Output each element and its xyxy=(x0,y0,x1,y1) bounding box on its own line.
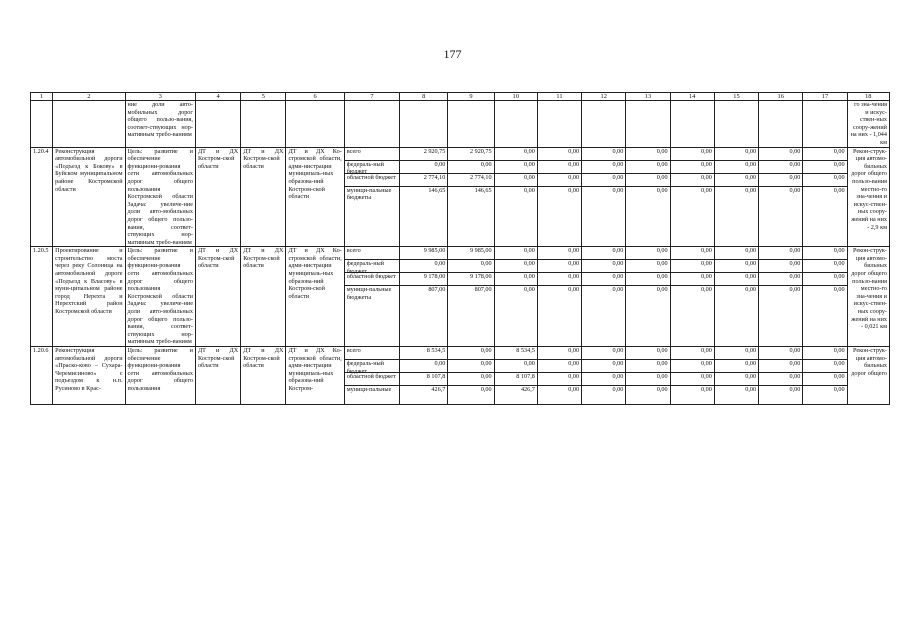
funding-values-col-10 xyxy=(494,347,537,405)
funding-value: 0,00 xyxy=(626,260,669,273)
funding-value: 0,00 xyxy=(671,347,714,360)
funding-values-col-16 xyxy=(759,347,803,405)
funding-sources xyxy=(344,247,399,347)
funding-value: 0,00 xyxy=(582,148,625,161)
funding-value: 0,00 xyxy=(789,186,801,194)
funding-values-col-12 xyxy=(582,247,626,347)
funding-value: 0,00 xyxy=(789,286,801,294)
funding-value: 0,00 xyxy=(671,260,714,273)
funding-value: 426,7 xyxy=(520,386,535,393)
column-number-18: 18 xyxy=(847,93,889,101)
funding-value: 0,00 xyxy=(715,360,758,373)
funding-sources xyxy=(344,147,399,247)
funding-value: 0,00 xyxy=(803,260,846,273)
funding-value: 0,00 xyxy=(538,260,581,273)
funding-values-col-14 xyxy=(670,247,714,347)
responsible-executor: ДТ и ДХ Костром-ской области xyxy=(195,247,240,347)
continuation-goal: ние доли авто-мобильных дорог общего пользо-вания, соответ-ствующих нор-мативным требо-ваниям xyxy=(125,101,195,148)
funding-value: 146,65 xyxy=(428,186,446,194)
event-name: Реконструкция автомобильной дороги «Подъезд к Бокову» в Буйском муниципальном районе Костромской области xyxy=(53,147,125,247)
funding-value: 0,00 xyxy=(538,247,581,260)
funding-value: 0,00 xyxy=(400,260,447,273)
funding-value: 0,00 xyxy=(495,148,537,161)
funding-value: 0,00 xyxy=(803,360,846,373)
funding-value: 0,00 xyxy=(400,360,447,373)
funding-value: 8 107,8 xyxy=(495,373,537,386)
funding-values-col-9 xyxy=(448,347,494,405)
funding-values-col-10 xyxy=(494,147,537,247)
funding-value: 0,00 xyxy=(495,174,537,187)
column-number-7: 7 xyxy=(344,93,399,101)
funding-source-label: всего xyxy=(345,347,399,360)
funding-value: 0,00 xyxy=(626,373,669,386)
column-number-16: 16 xyxy=(759,93,803,101)
funding-value: 0,00 xyxy=(671,373,714,386)
goal-task: Цель: развитие и обеспечение функциони-рования сети автомобильных дорог общего пользования xyxy=(125,347,195,405)
funding-value: 0,00 xyxy=(715,373,758,386)
funding-value: 0,00 xyxy=(626,247,669,260)
funding-value: 0,00 xyxy=(759,273,802,286)
funding-value: 0,00 xyxy=(495,161,537,174)
funding-value: 0,00 xyxy=(538,273,581,286)
funding-values-col-15 xyxy=(714,147,758,247)
funding-value: 0,00 xyxy=(745,286,757,294)
funding-value: 0,00 xyxy=(715,174,758,187)
continuation-row xyxy=(31,101,890,148)
funding-values-col-13 xyxy=(626,147,670,247)
funding-value: 8 534,5 xyxy=(495,347,537,360)
funding-values-col-11 xyxy=(537,147,581,247)
funding-value: 0,00 xyxy=(626,273,669,286)
funding-value: 0,00 xyxy=(626,174,669,187)
page-number: 177 xyxy=(443,47,462,61)
column-number-1: 1 xyxy=(31,93,53,101)
funding-value: 0,00 xyxy=(568,286,580,294)
column-number-9: 9 xyxy=(448,93,494,101)
funding-value: 0,00 xyxy=(524,186,535,194)
column-number-11: 11 xyxy=(537,93,581,101)
funding-values-col-13 xyxy=(626,247,670,347)
funding-value: 0,00 xyxy=(803,347,846,360)
funding-value: 8 107,8 xyxy=(400,373,447,386)
responsible-executor: ДТ и ДХ Костром-ской области xyxy=(195,147,240,247)
funding-value: 0,00 xyxy=(759,148,802,161)
row-id: 1.20.6 xyxy=(31,347,53,405)
program-table xyxy=(30,92,890,405)
funding-values-col-14 xyxy=(670,347,714,405)
funding-value: 0,00 xyxy=(701,286,712,294)
column-number-5: 5 xyxy=(241,93,286,101)
funding-values-col-12 xyxy=(582,147,626,247)
funding-value: 0,00 xyxy=(582,247,625,260)
program-table-sheet xyxy=(30,92,890,584)
funding-value: 0,00 xyxy=(538,373,581,386)
expected-result: Рекон-струк-ция автомо-бильных дорог общего пользо-вания местно-го зна-чения и искус-ствен-ных соору-жений на них - 0,021 км xyxy=(847,247,889,347)
funding-values-col-11 xyxy=(537,247,581,347)
funding-value: 0,00 xyxy=(803,148,846,161)
column-number-10: 10 xyxy=(494,93,537,101)
column-number-13: 13 xyxy=(626,93,670,101)
funding-value: 0,00 xyxy=(715,161,758,174)
funding-value: 0,00 xyxy=(568,386,580,393)
column-number-8: 8 xyxy=(400,93,448,101)
funding-value: 0,00 xyxy=(759,347,802,360)
funding-value: 0,00 xyxy=(582,260,625,273)
funding-values-col-12 xyxy=(582,347,626,405)
funding-values-col-17 xyxy=(803,347,847,405)
column-number-row xyxy=(31,93,890,101)
funding-value: 2 920,75 xyxy=(448,148,493,161)
funding-value: 0,00 xyxy=(671,148,714,161)
funding-values-col-8 xyxy=(400,247,448,347)
funding-value: 0,00 xyxy=(715,260,758,273)
funding-source-label: областной бюджет xyxy=(345,273,399,286)
funding-source-label: федераль-ный бюджет xyxy=(345,260,399,273)
funding-value: 0,00 xyxy=(656,186,668,194)
continuation-result: го зна-чения и искус-ствен-ных соору-жений на них - 1,044 км xyxy=(847,101,889,148)
funding-value: 2 774,10 xyxy=(400,174,447,187)
funding-value: 0,00 xyxy=(803,174,846,187)
funding-values-col-11 xyxy=(537,347,581,405)
funding-value: 0,00 xyxy=(568,186,580,194)
funding-value: 0,00 xyxy=(759,247,802,260)
column-number-3: 3 xyxy=(125,93,195,101)
funding-value: 0,00 xyxy=(701,186,712,194)
funding-value: 0,00 xyxy=(495,247,537,260)
funding-values-col-17 xyxy=(803,247,847,347)
funding-value: 0,00 xyxy=(671,273,714,286)
funding-value: 0,00 xyxy=(803,373,846,386)
funding-value: 0,00 xyxy=(626,360,669,373)
funding-value: 0,00 xyxy=(759,373,802,386)
funding-value: 0,00 xyxy=(582,161,625,174)
funding-value: 0,00 xyxy=(538,161,581,174)
expected-result: Рекон-струк-ция автомо-бильных дорог общего xyxy=(847,347,889,405)
funding-value: 0,00 xyxy=(715,347,758,360)
goal-task: Цель: развитие и обеспечение функциони-рования сети автомобильных дорог общего пользования Костромской области Задача: увеличе-ние доли авто-мобильных дорог общего пользо-вания, соответ-ствующих нор-мативным требо-ваниям xyxy=(125,247,195,347)
program-row xyxy=(31,347,890,405)
funding-source-label: муници-пальные бюджеты xyxy=(346,186,392,202)
column-number-17: 17 xyxy=(803,93,847,101)
funding-value: 0,00 xyxy=(524,286,535,294)
funding-value: 0,00 xyxy=(495,273,537,286)
funding-value: 0,00 xyxy=(448,360,493,373)
funding-value: 807,00 xyxy=(428,286,446,294)
funding-value: 0,00 xyxy=(656,286,668,294)
expected-result: Рекон-струк-ция автомо-бильных дорог общего пользо-вания местно-го зна-чения и искус-ствен-ных соору-жений на них - 2,9 км xyxy=(847,147,889,247)
funding-value: 0,00 xyxy=(715,247,758,260)
funding-value: 0,00 xyxy=(715,273,758,286)
funding-source-label: областной бюджет xyxy=(345,174,399,187)
funding-value: 0,00 xyxy=(448,347,493,360)
funding-value: 9 985,00 xyxy=(448,247,493,260)
program-row xyxy=(31,147,890,247)
funding-values-col-10 xyxy=(494,247,537,347)
funding-value: 0,00 xyxy=(671,174,714,187)
column-number-4: 4 xyxy=(195,93,240,101)
goal-task: Цель: развитие и обеспечение функциони-рования сети автомобильных дорог общего пользования Костромской области Задача: увеличе-ние доли авто-мобильных дорог общего пользо-вания, соответ-ствующих нор-мативным требо-ваниям xyxy=(125,147,195,247)
funding-values-col-15 xyxy=(714,347,758,405)
funding-value: 426,7 xyxy=(431,386,446,393)
event-name: Реконструкция автомобильной дороги «Праско-ково – Сухара-Черемисиново» с подъездом к н.п. Русиново в Крас- xyxy=(53,347,125,405)
participants: ДТ и ДХ Ко-стромской области, адми-нистрации муниципаль-ных образова-ний Костром- xyxy=(286,347,344,405)
funding-value: 0,00 xyxy=(803,247,846,260)
column-number-15: 15 xyxy=(714,93,758,101)
row-id: 1.20.4 xyxy=(31,147,53,247)
funding-values-col-9 xyxy=(448,247,494,347)
funding-values-col-17 xyxy=(803,147,847,247)
funding-value: 9 178,00 xyxy=(400,273,447,286)
funding-source-label: муници-пальные xyxy=(346,386,392,393)
funding-value: 0,00 xyxy=(448,260,493,273)
co-executor: ДТ и ДХ Костром-ской области xyxy=(241,347,286,405)
funding-value: 0,00 xyxy=(759,161,802,174)
funding-value: 146,65 xyxy=(474,186,492,194)
funding-sources xyxy=(344,347,399,405)
funding-value: 2 774,10 xyxy=(448,174,493,187)
funding-value: 0,00 xyxy=(495,260,537,273)
funding-values-col-9 xyxy=(448,147,494,247)
funding-value: 0,00 xyxy=(833,386,845,393)
funding-values-col-8 xyxy=(400,147,448,247)
funding-value: 0,00 xyxy=(582,360,625,373)
funding-value: 9 178,00 xyxy=(448,273,493,286)
funding-value: 0,00 xyxy=(626,347,669,360)
funding-values-col-14 xyxy=(670,147,714,247)
funding-value: 0,00 xyxy=(400,161,447,174)
funding-value: 9 985,00 xyxy=(400,247,447,260)
funding-value: 0,00 xyxy=(803,161,846,174)
event-name: Проектирование и строительство моста через реку Солоница на автомобильной дороге «Подъезд к Власову» в муни-ципальном районе город Нерехта и Нерехтский район Костромской области xyxy=(53,247,125,347)
funding-value: 0,00 xyxy=(538,360,581,373)
funding-value: 0,00 xyxy=(833,286,845,294)
funding-value: 0,00 xyxy=(745,386,757,393)
funding-value: 0,00 xyxy=(582,174,625,187)
funding-value: 0,00 xyxy=(803,273,846,286)
co-executor: ДТ и ДХ Костром-ской области xyxy=(241,147,286,247)
participants: ДТ и ДХ Ко-стромской области, адми-нистрации муниципаль-ных образова-ний Костром-ской области xyxy=(286,247,344,347)
funding-value: 0,00 xyxy=(582,373,625,386)
participants: ДТ и ДХ Ко-стромской области, адми-нистрации муниципаль-ных образова-ний Костром-ской области xyxy=(286,147,344,247)
row-id: 1.20.5 xyxy=(31,247,53,347)
funding-value: 0,00 xyxy=(582,347,625,360)
funding-values-col-13 xyxy=(626,347,670,405)
funding-source-label: муници-пальные бюджеты xyxy=(346,286,392,301)
funding-value: 0,00 xyxy=(480,386,492,393)
funding-value: 0,00 xyxy=(759,260,802,273)
responsible-executor: ДТ и ДХ Костром-ской области xyxy=(195,347,240,405)
funding-value: 0,00 xyxy=(612,286,624,294)
funding-value: 0,00 xyxy=(759,360,802,373)
co-executor: ДТ и ДХ Костром-ской области xyxy=(241,247,286,347)
funding-value: 0,00 xyxy=(715,148,758,161)
funding-values-col-8 xyxy=(400,347,448,405)
column-number-2: 2 xyxy=(53,93,125,101)
funding-value: 0,00 xyxy=(671,161,714,174)
funding-value: 807,00 xyxy=(474,286,492,294)
funding-value: 0,00 xyxy=(538,148,581,161)
column-number-12: 12 xyxy=(582,93,626,101)
funding-source-label: областной бюджет xyxy=(345,373,399,386)
funding-value: 0,00 xyxy=(448,161,493,174)
funding-source-label: федераль-ный бюджет xyxy=(345,161,399,174)
funding-value: 0,00 xyxy=(701,386,712,393)
funding-value: 0,00 xyxy=(671,247,714,260)
column-number-6: 6 xyxy=(286,93,344,101)
funding-value: 0,00 xyxy=(759,174,802,187)
funding-value: 0,00 xyxy=(612,386,624,393)
funding-value: 0,00 xyxy=(745,186,757,194)
funding-value: 0,00 xyxy=(538,347,581,360)
funding-source-label: всего xyxy=(345,247,399,260)
funding-value: 8 534,5 xyxy=(400,347,447,360)
funding-value: 0,00 xyxy=(626,148,669,161)
funding-values-col-15 xyxy=(714,247,758,347)
funding-source-label: всего xyxy=(345,148,399,161)
funding-value: 0,00 xyxy=(448,373,493,386)
funding-value: 0,00 xyxy=(656,386,668,393)
funding-value: 0,00 xyxy=(671,360,714,373)
program-row xyxy=(31,247,890,347)
funding-value: 0,00 xyxy=(612,186,624,194)
funding-value: 0,00 xyxy=(582,273,625,286)
column-number-14: 14 xyxy=(670,93,714,101)
funding-values-col-16 xyxy=(759,247,803,347)
funding-value: 0,00 xyxy=(833,186,845,194)
funding-value: 0,00 xyxy=(538,174,581,187)
funding-value: 2 920,75 xyxy=(400,148,447,161)
funding-value: 0,00 xyxy=(626,161,669,174)
funding-value: 0,00 xyxy=(495,360,537,373)
funding-values-col-16 xyxy=(759,147,803,247)
funding-source-label: федераль-ный бюджет xyxy=(345,360,399,373)
funding-value: 0,00 xyxy=(789,386,801,393)
